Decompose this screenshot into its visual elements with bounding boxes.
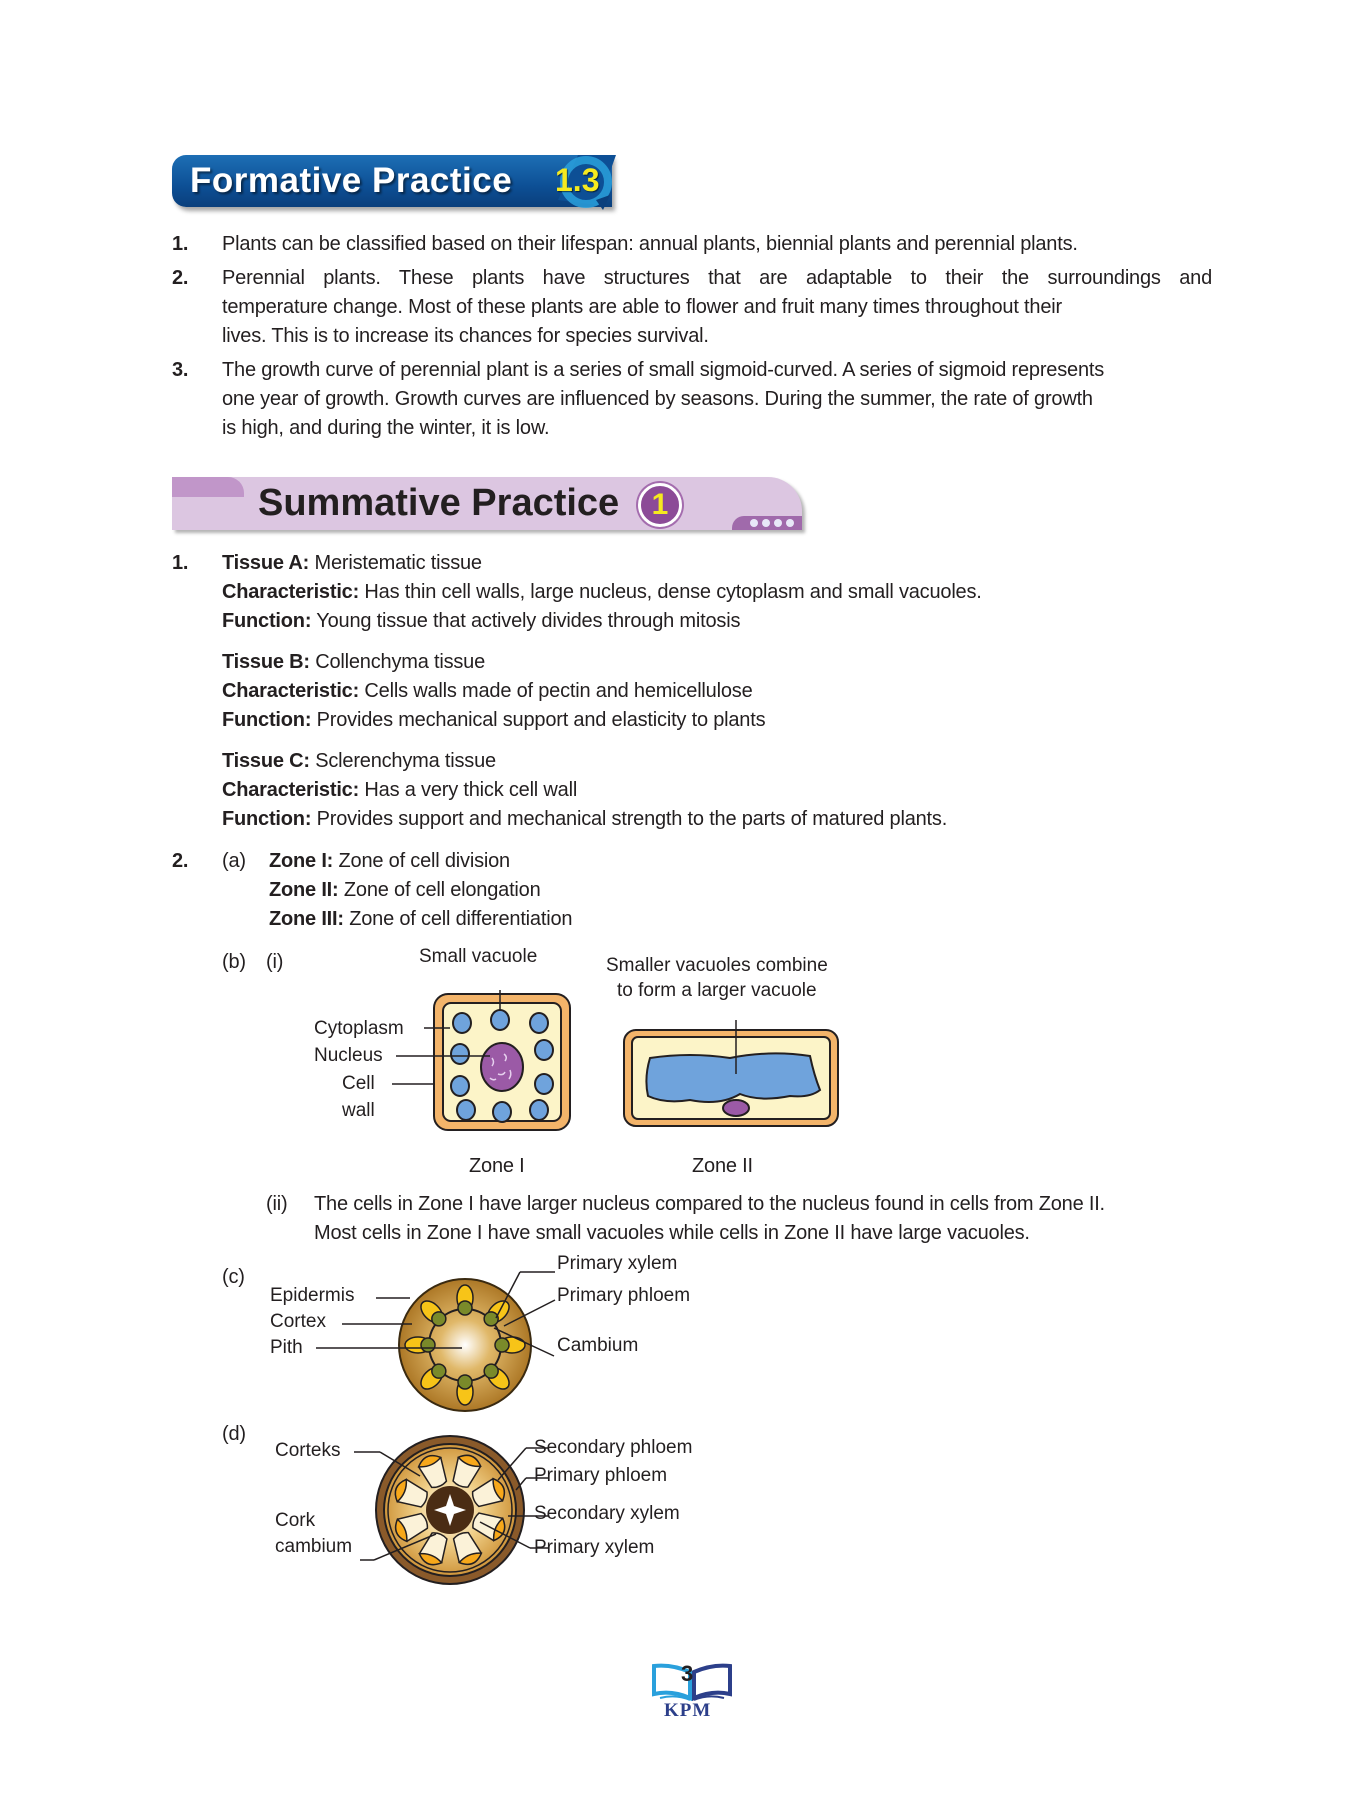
larger-vacuole-label-line2: to form a larger vacuole (617, 980, 817, 1001)
cambium-leader-line (490, 1320, 560, 1370)
formative-practice-title: Formative Practice (190, 161, 513, 200)
dot-icon (786, 519, 794, 527)
part-c-label: (c) (222, 1266, 245, 1288)
cell-label: Cell (342, 1073, 375, 1094)
formative-item-text: Perennial plants. These plants have structures that are adaptable to their the surroundings and (222, 267, 1212, 289)
formative-item-text: Plants can be classified based on their lifespan: annual plants, biennial plants and perennial plants. (222, 233, 1078, 255)
tissue-b-line: Tissue B: Collenchyma tissue (222, 651, 486, 673)
corteks-label: Corteks (275, 1440, 341, 1461)
formative-item-text: temperature change. Most of these plants are able to flower and fruit many times throughout their (222, 296, 1062, 318)
formative-item-number: 3. (172, 359, 189, 381)
part-b-i-label: (i) (266, 951, 284, 973)
zone-1-caption: Zone I (469, 1155, 525, 1177)
secondary-xylem-label: Secondary xylem (534, 1503, 680, 1524)
tissue-a-function: Function: Young tissue that actively divides through mitosis (222, 610, 741, 632)
cortex-label: Cortex (270, 1311, 326, 1332)
wall-label: wall (342, 1100, 375, 1121)
dot-icon (750, 519, 758, 527)
dot-icon (762, 519, 770, 527)
formative-item-text: one year of growth. Growth curves are influenced by seasons. During the summer, the rate of growth (222, 388, 1093, 410)
part-d-leader-lines (340, 1440, 550, 1580)
cambium-label: Cambium (557, 1335, 639, 1356)
tissue-c-function: Function: Provides support and mechanical strength to the parts of matured plants. (222, 808, 948, 830)
primary-xylem-label: Primary xylem (557, 1253, 678, 1274)
formative-item-text: The growth curve of perennial plant is a series of small sigmoid-curved. A series of sigmoid represents (222, 359, 1105, 381)
cork-label: Cork (275, 1510, 316, 1531)
summative-banner-tab (172, 477, 244, 497)
tissue-c-line: Tissue C: Sclerenchyma tissue (222, 750, 496, 772)
cytoplasm-label: Cytoplasm (314, 1018, 404, 1039)
pith-label: Pith (270, 1337, 303, 1358)
part-b-ii-label: (ii) (266, 1193, 288, 1215)
zone-2-caption: Zone II (692, 1155, 753, 1177)
tissue-b-characteristic: Characteristic: Cells walls made of pectin and hemicellulose (222, 680, 753, 702)
summative-practice-title: Summative Practice (258, 482, 620, 524)
primary-phloem-label: Primary phloem (557, 1285, 691, 1306)
small-vacuole-label: Small vacuole (419, 946, 538, 967)
formative-item-number: 1. (172, 233, 189, 255)
tissue-c-characteristic: Characteristic: Has a very thick cell wall (222, 779, 578, 801)
question-number: 1. (172, 552, 189, 574)
tissue-b-function: Function: Provides mechanical support and elasticity to plants (222, 709, 766, 731)
zone-2-cell-diagram (620, 1020, 845, 1130)
zone-2-line: Zone II: Zone of cell elongation (269, 879, 541, 901)
part-b-label: (b) (222, 951, 246, 973)
epidermis-label: Epidermis (270, 1285, 355, 1306)
formative-item-number: 2. (172, 267, 189, 289)
formative-item-text: is high, and during the winter, it is low. (222, 417, 550, 439)
summative-practice-badge: 1 (651, 488, 669, 521)
formative-practice-badge: 1.3 (555, 162, 600, 198)
page-number: 3 (681, 1661, 694, 1686)
zone-1-line: Zone I: Zone of cell division (269, 850, 510, 872)
tissue-a-characteristic: Characteristic: Has thin cell walls, large nucleus, dense cytoplasm and small vacuoles. (222, 581, 982, 603)
part-b-ii-text: Most cells in Zone I have small vacuoles while cells in Zone II have large vacuoles. (314, 1222, 1030, 1244)
dot-icon (774, 519, 782, 527)
primary-phloem-label-d: Primary phloem (534, 1465, 668, 1486)
larger-vacuole-label-line1: Smaller vacuoles combine (606, 955, 828, 976)
formative-item-text: lives. This is to increase its chances for species survival. (222, 325, 709, 347)
secondary-phloem-label: Secondary phloem (534, 1437, 693, 1458)
publisher-logo-text: KPM (664, 1700, 712, 1721)
primary-xylem-label-d: Primary xylem (534, 1537, 655, 1558)
summative-dots-decoration (732, 516, 802, 530)
part-a-label: (a) (222, 850, 246, 872)
zone-3-line: Zone III: Zone of cell differentiation (269, 908, 573, 930)
nucleus-label: Nucleus (314, 1045, 383, 1066)
question-number: 2. (172, 850, 189, 872)
part-d-label: (d) (222, 1423, 246, 1445)
part-b-ii-text: The cells in Zone I have larger nucleus compared to the nucleus found in cells from Zone II. (314, 1193, 1105, 1215)
cambium-label-d: cambium (275, 1536, 353, 1557)
tissue-a-line: Tissue A: Meristematic tissue (222, 552, 482, 574)
